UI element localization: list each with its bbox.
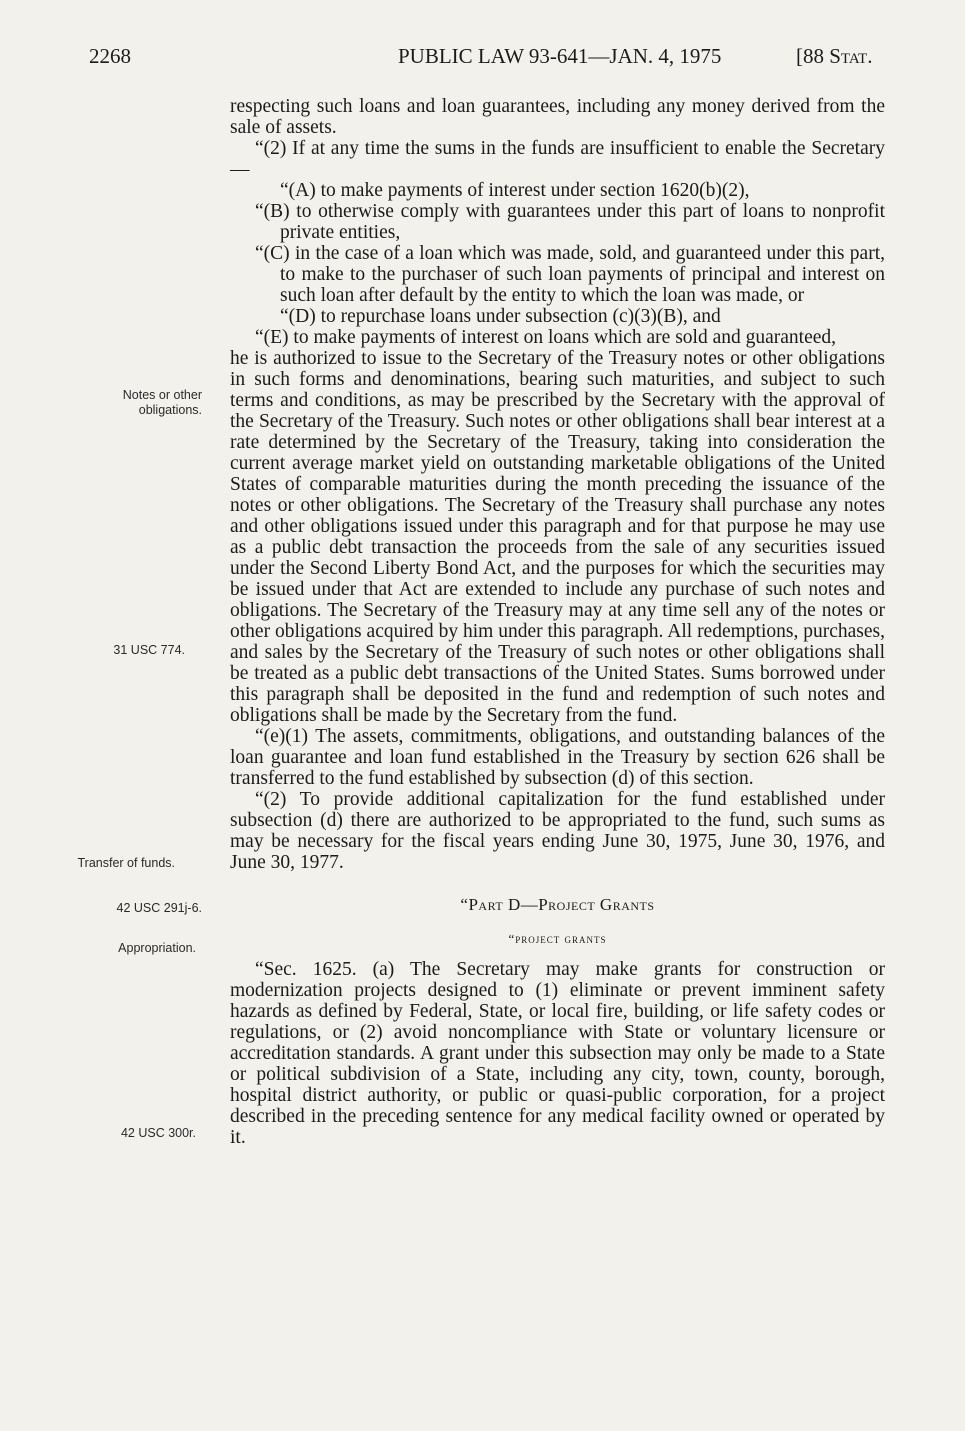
margin-note-notes: Notes or other obligations. [122,388,202,417]
statute-reference: [88 Stat. [796,44,873,68]
clause-d: “(D) to repurchase loans under subsection (c)(3)(B), and [280,306,721,327]
part-heading: “Part D—Project Grants [460,895,655,914]
paragraph-continuation: respecting such loans and loan guarantees, including any money derived from the sale of assets. [230,96,885,138]
margin-note-appropriation: Appropriation. [118,941,196,955]
clause-a: “(A) to make payments of interest under section 1620(b)(2), [280,180,750,201]
section-heading: “project grants [508,931,607,946]
paragraph-e2: “(2) To provide additional capitalization for the fund established under subsection (d) there are authorized to be appropriated to the fund, such sums as may be necessary for the fiscal years ending June 30, 1975, June 30, 1976, and June 30, 1977. [230,789,885,873]
clause-b: “(B) to otherwise comply with guarantees under this part of loans to nonprofit private entities, [255,201,885,243]
page-number: 2268 [89,44,131,68]
paragraph-authorization: he is authorized to issue to the Secretary of the Treasury notes or other obligations in such forms and denominations, bearing such maturities, and subject to such terms and conditions, as may be prescribed by the Secretary with the approval of the Secretary of the Treasury. Such notes or other obligations shall bear interest at a rate determined by the Secretary of the Treasury, taking into consideration the current average market yield on outstanding marketable obligations of the United States of comparable maturities during the month preceding the issuance of the notes or other obligations. The Secretary of the Treasury shall purchase any notes and other obligations issued under this paragraph and for that purpose he may use as a public debt transaction the proceeds from the sale of any securities issued under the Second Liberty Bond Act, and the purposes for which the securities may be issued under that Act are extended to include any purchase of such notes and obligations. The Secretary of the Treasury may at any time sell any of the notes or other obligations acquired by him under this paragraph. All redemptions, purchases, and sales by the Secretary of the Treasury of such notes or other obligations shall be treated as a public debt transactions of the United States. Sums borrowed under this paragraph shall be deposited in the fund and redemption of such notes and obligations shall be made by the Secretary from the fund. [230,348,885,726]
margin-note-31usc774: 31 USC 774. [113,643,185,657]
margin-note-42usc291j: 42 USC 291j-6. [116,901,202,915]
clause-c: “(C) in the case of a loan which was made, sold, and guaranteed under this part, to make to the purchaser of such loan payments of principal and interest on such loan after default by the entity to which the loan was made, or [255,243,885,306]
paragraph-e1: “(e)(1) The assets, commitments, obligations, and outstanding balances of the loan guarantee and loan fund established in the Treasury by section 626 shall be transferred to the fund established by subsection (d) of this section. [230,726,885,789]
page-title: PUBLIC LAW 93-641—JAN. 4, 1975 [398,44,722,68]
margin-note-transfer: Transfer of funds. [77,856,175,870]
body-text [230,96,885,1148]
clause-e: “(E) to make payments of interest on loans which are sold and guaranteed, [255,327,837,348]
section-1625-text: “Sec. 1625. (a) The Secretary may make grants for construction or modernization projects designed to (1) eliminate or prevent imminent safety hazards as defined by Federal, State, or local fire, building, or life safety codes or regulations, or (2) avoid noncompliance with State or voluntary licensure or accreditation standards. A grant under this subsection may only be made to a State or political subdivision of a State, including any city, town, county, borough, hospital district authority, or public or quasi-public corporation, for a project described in the preceding sentence for any medical facility owned or operated by it. [230,959,885,1148]
margin-note-42usc300r: 42 USC 300r. [120,1126,196,1140]
paragraph-2: “(2) If at any time the sums in the funds are insufficient to enable the Secretary— [230,138,885,180]
page-header [0,44,965,74]
